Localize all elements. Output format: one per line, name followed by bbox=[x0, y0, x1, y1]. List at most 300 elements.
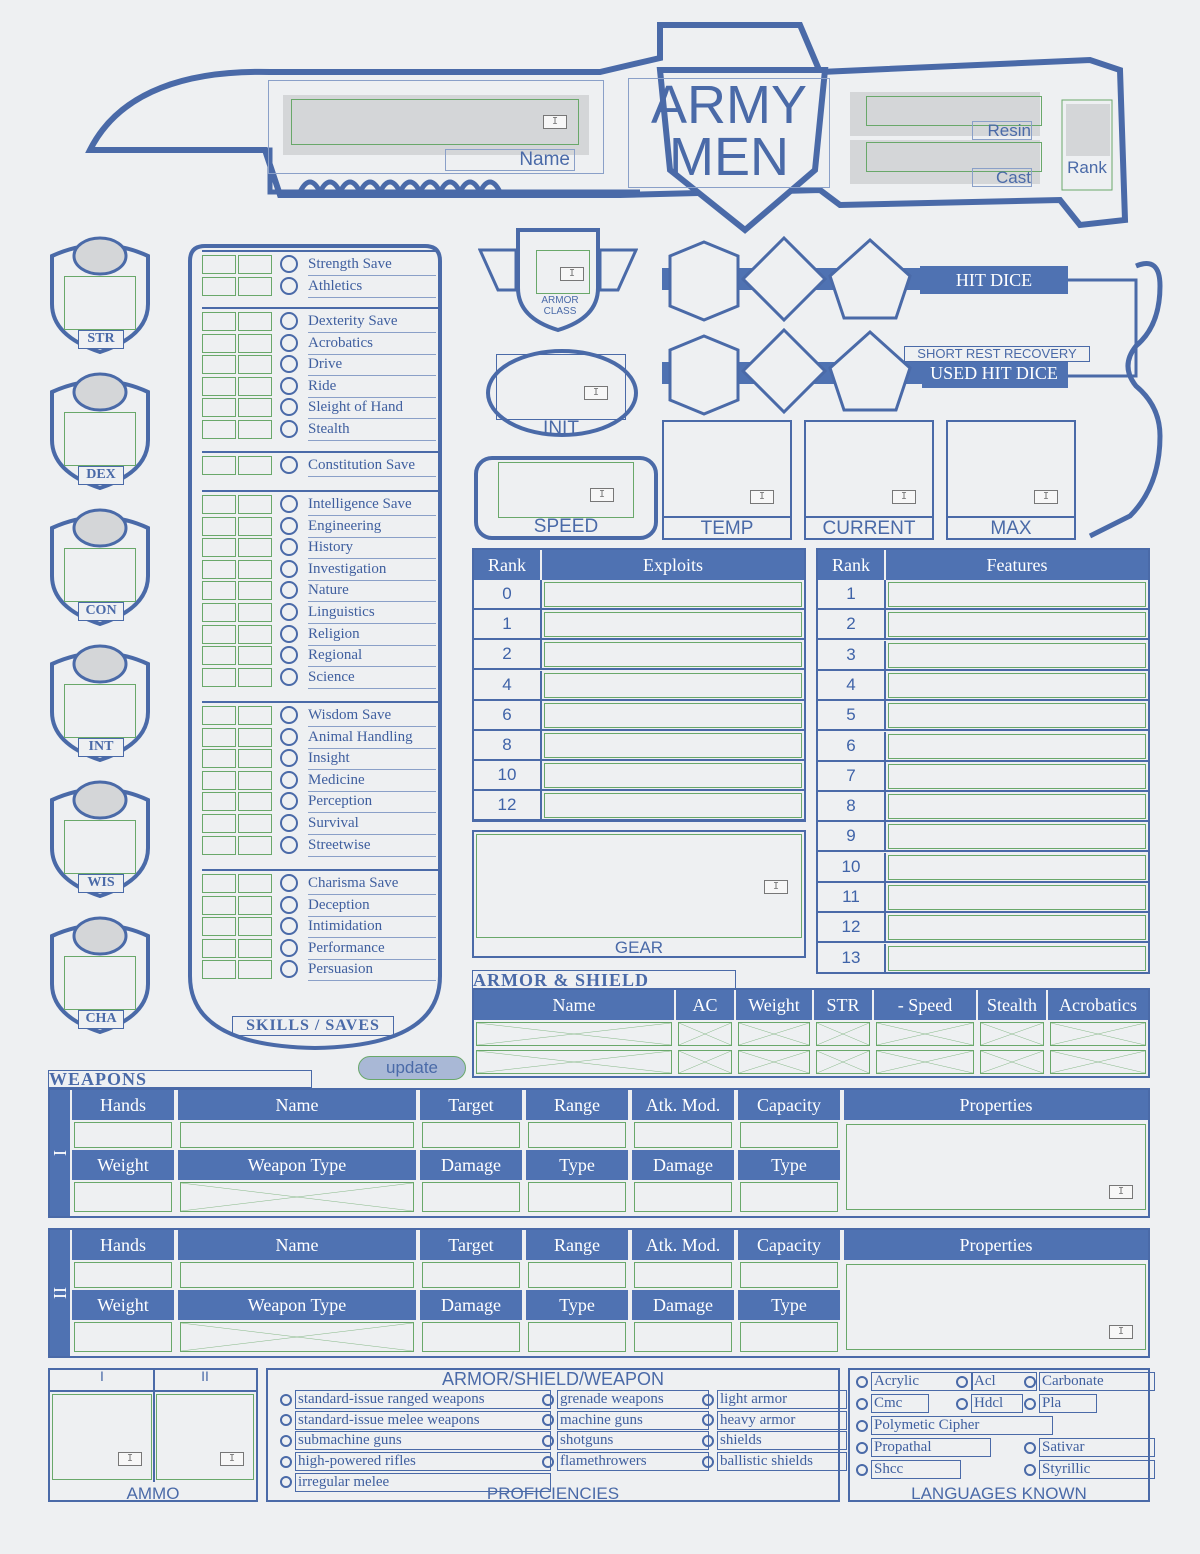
exploit-row[interactable] bbox=[474, 761, 804, 791]
proficiency-circle[interactable] bbox=[280, 728, 298, 746]
stat-score-input[interactable] bbox=[64, 956, 136, 1010]
language-checkbox[interactable] bbox=[956, 1398, 968, 1410]
language-item[interactable] bbox=[1024, 1372, 1155, 1391]
skill-bonus-box[interactable] bbox=[202, 646, 236, 665]
armor-cell[interactable] bbox=[738, 1022, 810, 1046]
skill-bonus-box[interactable] bbox=[202, 814, 236, 833]
feature-input[interactable] bbox=[888, 673, 1146, 698]
skill-row[interactable] bbox=[200, 494, 438, 515]
skill-row[interactable] bbox=[200, 813, 438, 834]
language-checkbox[interactable] bbox=[856, 1442, 868, 1454]
armor-cell[interactable] bbox=[738, 1050, 810, 1074]
language-label: Sativar bbox=[1039, 1438, 1155, 1457]
skill-bonus-box[interactable] bbox=[202, 874, 236, 893]
armor-cell[interactable] bbox=[1050, 1050, 1146, 1074]
skill-extra-box[interactable] bbox=[238, 706, 272, 725]
col-divider bbox=[540, 610, 542, 640]
language-item[interactable] bbox=[856, 1460, 961, 1479]
skill-row[interactable] bbox=[200, 376, 438, 397]
proficiency-circle[interactable] bbox=[280, 874, 298, 892]
weapon-field[interactable] bbox=[422, 1262, 520, 1288]
weapon-field[interactable] bbox=[634, 1182, 732, 1212]
skill-row[interactable] bbox=[200, 516, 438, 537]
skill-extra-box[interactable] bbox=[238, 917, 272, 936]
skill-row[interactable] bbox=[200, 770, 438, 791]
proficiency-checkbox[interactable] bbox=[702, 1394, 714, 1406]
exploit-input[interactable] bbox=[544, 612, 802, 637]
skill-bonus-box[interactable] bbox=[202, 728, 236, 747]
language-checkbox[interactable] bbox=[856, 1464, 868, 1476]
weapon-field[interactable] bbox=[74, 1262, 172, 1288]
feature-row[interactable] bbox=[818, 580, 1148, 610]
exploit-row[interactable] bbox=[474, 731, 804, 761]
weapon-properties-input[interactable] bbox=[846, 1264, 1146, 1350]
skill-bonus-box[interactable] bbox=[202, 960, 236, 979]
proficiency-circle[interactable] bbox=[280, 706, 298, 724]
proficiency-circle[interactable] bbox=[280, 814, 298, 832]
proficiency-label: shields bbox=[717, 1431, 847, 1450]
weapon-field[interactable] bbox=[180, 1262, 414, 1288]
stat-score-input[interactable] bbox=[64, 548, 136, 602]
feature-row[interactable] bbox=[818, 822, 1148, 852]
skill-row[interactable] bbox=[200, 916, 438, 937]
armor-cell[interactable] bbox=[980, 1050, 1044, 1074]
skill-bonus-box[interactable] bbox=[202, 706, 236, 725]
proficiency-checkbox[interactable] bbox=[542, 1414, 554, 1426]
proficiency-checkbox[interactable] bbox=[280, 1394, 292, 1406]
skill-extra-box[interactable] bbox=[238, 625, 272, 644]
exploit-input[interactable] bbox=[544, 733, 802, 758]
skill-bonus-box[interactable] bbox=[202, 625, 236, 644]
skill-row[interactable] bbox=[200, 354, 438, 375]
language-item[interactable] bbox=[1024, 1394, 1097, 1413]
skill-extra-box[interactable] bbox=[238, 874, 272, 893]
weapon-field[interactable] bbox=[422, 1122, 520, 1148]
feature-input[interactable] bbox=[888, 643, 1146, 668]
update-button[interactable]: update bbox=[358, 1056, 466, 1080]
feature-input[interactable] bbox=[888, 703, 1146, 728]
skill-extra-box[interactable] bbox=[238, 581, 272, 600]
skill-row[interactable] bbox=[200, 602, 438, 623]
armor-cell[interactable] bbox=[980, 1022, 1044, 1046]
exploit-input[interactable] bbox=[544, 582, 802, 607]
proficiency-circle[interactable] bbox=[280, 456, 298, 474]
feature-row[interactable] bbox=[818, 853, 1148, 883]
exploit-row[interactable] bbox=[474, 701, 804, 731]
skill-row[interactable] bbox=[200, 938, 438, 959]
weapon-field[interactable] bbox=[634, 1322, 732, 1352]
exploit-row[interactable] bbox=[474, 640, 804, 670]
weapon-header: Weapon Type bbox=[178, 1150, 416, 1180]
proficiency-circle[interactable] bbox=[280, 771, 298, 789]
exploit-input[interactable] bbox=[544, 673, 802, 698]
stat-shield-str bbox=[48, 234, 152, 354]
proficiency-circle[interactable] bbox=[280, 836, 298, 854]
feature-input[interactable] bbox=[888, 582, 1146, 607]
proficiency-circle[interactable] bbox=[280, 495, 298, 513]
proficiency-circle[interactable] bbox=[280, 255, 298, 273]
skill-row[interactable] bbox=[200, 727, 438, 748]
skill-bonus-box[interactable] bbox=[202, 538, 236, 557]
proficiency-item[interactable] bbox=[542, 1452, 709, 1471]
feature-input[interactable] bbox=[888, 612, 1146, 637]
armor-cell[interactable] bbox=[678, 1050, 732, 1074]
exploit-input[interactable] bbox=[544, 642, 802, 667]
skill-row[interactable] bbox=[200, 537, 438, 558]
skill-row[interactable] bbox=[200, 419, 438, 440]
proficiency-checkbox[interactable] bbox=[280, 1435, 292, 1447]
feature-input[interactable] bbox=[888, 855, 1146, 880]
weapon-field[interactable] bbox=[528, 1182, 626, 1212]
feature-rank: 10 bbox=[841, 856, 861, 876]
proficiency-circle[interactable] bbox=[280, 792, 298, 810]
feature-input[interactable] bbox=[888, 824, 1146, 849]
exploit-row[interactable] bbox=[474, 580, 804, 610]
feature-input[interactable] bbox=[888, 764, 1146, 789]
armor-cell[interactable] bbox=[816, 1022, 870, 1046]
proficiency-circle[interactable] bbox=[280, 517, 298, 535]
skill-bonus-box[interactable] bbox=[202, 792, 236, 811]
proficiency-circle[interactable] bbox=[280, 749, 298, 767]
skill-extra-box[interactable] bbox=[238, 896, 272, 915]
feature-row[interactable] bbox=[818, 944, 1148, 974]
skill-bonus-box[interactable] bbox=[202, 456, 236, 475]
skill-row[interactable] bbox=[200, 276, 438, 297]
weapon-header: Type bbox=[738, 1290, 840, 1320]
language-item[interactable] bbox=[856, 1438, 991, 1457]
skill-row[interactable] bbox=[200, 559, 438, 580]
armor-cell[interactable] bbox=[816, 1050, 870, 1074]
skill-bonus-box[interactable] bbox=[202, 939, 236, 958]
language-item[interactable] bbox=[1024, 1438, 1155, 1457]
skill-row[interactable] bbox=[200, 580, 438, 601]
weapon-field[interactable] bbox=[740, 1262, 838, 1288]
language-checkbox[interactable] bbox=[1024, 1464, 1036, 1476]
skill-row[interactable] bbox=[200, 748, 438, 769]
feature-rank: 13 bbox=[841, 947, 861, 967]
weapon-properties-input[interactable] bbox=[846, 1124, 1146, 1210]
skill-row[interactable] bbox=[200, 959, 438, 980]
hp-max-box[interactable] bbox=[946, 420, 1076, 540]
weapon-slot bbox=[48, 1228, 1150, 1358]
proficiency-item[interactable] bbox=[702, 1411, 847, 1430]
skill-bonus-box[interactable] bbox=[202, 420, 236, 439]
proficiency-item[interactable] bbox=[542, 1390, 709, 1409]
proficiency-circle[interactable] bbox=[280, 625, 298, 643]
exploit-input[interactable] bbox=[544, 793, 802, 818]
skill-row[interactable] bbox=[200, 397, 438, 418]
feature-row[interactable] bbox=[818, 701, 1148, 731]
armor-cell[interactable] bbox=[876, 1050, 974, 1074]
rank-label: Rank bbox=[1067, 158, 1107, 177]
proficiency-checkbox[interactable] bbox=[280, 1456, 292, 1468]
proficiency-item[interactable] bbox=[542, 1411, 709, 1430]
skill-bonus-box[interactable] bbox=[202, 560, 236, 579]
feature-row[interactable] bbox=[818, 610, 1148, 640]
language-checkbox[interactable] bbox=[856, 1420, 868, 1432]
short-rest-label: SHORT REST RECOVERY bbox=[904, 346, 1090, 362]
proficiency-circle[interactable] bbox=[280, 355, 298, 373]
skill-extra-box[interactable] bbox=[238, 960, 272, 979]
stat-score-input[interactable] bbox=[64, 412, 136, 466]
hp-temp-box[interactable] bbox=[662, 420, 792, 540]
proficiency-checkbox[interactable] bbox=[542, 1456, 554, 1468]
proficiency-circle[interactable] bbox=[280, 646, 298, 664]
armor-cell[interactable] bbox=[476, 1022, 672, 1046]
proficiency-circle[interactable] bbox=[280, 960, 298, 978]
skill-extra-box[interactable] bbox=[238, 377, 272, 396]
armor-cell[interactable] bbox=[1050, 1022, 1146, 1046]
skill-extra-box[interactable] bbox=[238, 836, 272, 855]
feature-input[interactable] bbox=[888, 885, 1146, 910]
proficiency-checkbox[interactable] bbox=[542, 1435, 554, 1447]
proficiency-item[interactable] bbox=[280, 1452, 551, 1471]
skill-bonus-box[interactable] bbox=[202, 255, 236, 274]
skill-extra-box[interactable] bbox=[238, 749, 272, 768]
proficiency-circle[interactable] bbox=[280, 377, 298, 395]
text-field-icon: I bbox=[1034, 490, 1058, 504]
skill-extra-box[interactable] bbox=[238, 398, 272, 417]
skill-bonus-box[interactable] bbox=[202, 495, 236, 514]
language-item[interactable] bbox=[956, 1394, 1023, 1413]
stat-score-input[interactable] bbox=[64, 820, 136, 874]
weapon-field[interactable] bbox=[740, 1322, 838, 1352]
proficiency-circle[interactable] bbox=[280, 939, 298, 957]
weapon-field[interactable] bbox=[740, 1122, 838, 1148]
weapon-field[interactable] bbox=[74, 1122, 172, 1148]
proficiency-item[interactable] bbox=[702, 1452, 847, 1471]
proficiency-circle[interactable] bbox=[280, 420, 298, 438]
exploits-rank-header: Rank bbox=[474, 550, 540, 580]
skill-bonus-box[interactable] bbox=[202, 334, 236, 353]
ammo-input-1[interactable] bbox=[52, 1394, 152, 1480]
skill-label: Intelligence Save bbox=[308, 494, 436, 516]
skill-row[interactable] bbox=[200, 333, 438, 354]
skill-bonus-box[interactable] bbox=[202, 603, 236, 622]
stat-label: CON bbox=[78, 602, 124, 621]
skill-bonus-box[interactable] bbox=[202, 836, 236, 855]
feature-row[interactable] bbox=[818, 671, 1148, 701]
skill-extra-box[interactable] bbox=[238, 255, 272, 274]
armor-shield-title: ARMOR & SHIELD bbox=[472, 970, 736, 990]
skill-extra-box[interactable] bbox=[238, 814, 272, 833]
proficiency-item[interactable] bbox=[280, 1431, 551, 1450]
weapon-field[interactable] bbox=[422, 1322, 520, 1352]
proficiency-circle[interactable] bbox=[280, 581, 298, 599]
proficiency-checkbox[interactable] bbox=[702, 1435, 714, 1447]
skill-extra-box[interactable] bbox=[238, 517, 272, 536]
proficiency-item[interactable] bbox=[702, 1390, 847, 1409]
stat-score-input[interactable] bbox=[64, 684, 136, 738]
skill-row[interactable] bbox=[200, 835, 438, 856]
skill-extra-box[interactable] bbox=[238, 456, 272, 475]
proficiency-checkbox[interactable] bbox=[702, 1456, 714, 1468]
hp-current-box[interactable] bbox=[804, 420, 934, 540]
feature-row[interactable] bbox=[818, 883, 1148, 913]
col-divider bbox=[540, 761, 542, 791]
proficiency-item[interactable] bbox=[280, 1411, 551, 1430]
armor-cell[interactable] bbox=[476, 1050, 672, 1074]
skill-extra-box[interactable] bbox=[238, 603, 272, 622]
skill-bonus-box[interactable] bbox=[202, 896, 236, 915]
weapon-field[interactable] bbox=[634, 1122, 732, 1148]
skill-bonus-box[interactable] bbox=[202, 398, 236, 417]
stat-label: STR bbox=[78, 330, 124, 349]
weapon-header: Properties bbox=[844, 1230, 1148, 1260]
exploit-input[interactable] bbox=[544, 763, 802, 788]
skill-extra-box[interactable] bbox=[238, 646, 272, 665]
weapon-header: Hands bbox=[72, 1090, 174, 1120]
skill-bonus-box[interactable] bbox=[202, 312, 236, 331]
exploit-rank: 2 bbox=[502, 644, 512, 664]
language-checkbox[interactable] bbox=[856, 1376, 868, 1388]
language-item[interactable] bbox=[1024, 1460, 1155, 1479]
skill-row[interactable] bbox=[200, 645, 438, 666]
proficiency-circle[interactable] bbox=[280, 560, 298, 578]
skill-row[interactable] bbox=[200, 791, 438, 812]
skill-bonus-box[interactable] bbox=[202, 581, 236, 600]
skill-bonus-box[interactable] bbox=[202, 668, 236, 687]
weapon-field[interactable] bbox=[528, 1122, 626, 1148]
proficiency-circle[interactable] bbox=[280, 603, 298, 621]
stat-shield-con bbox=[48, 506, 152, 626]
proficiency-checkbox[interactable] bbox=[542, 1394, 554, 1406]
feature-input[interactable] bbox=[888, 794, 1146, 819]
feature-input[interactable] bbox=[888, 946, 1146, 971]
skill-label: Religion bbox=[308, 624, 436, 646]
skill-bonus-box[interactable] bbox=[202, 355, 236, 374]
skill-bonus-box[interactable] bbox=[202, 749, 236, 768]
proficiency-checkbox[interactable] bbox=[280, 1414, 292, 1426]
language-label: Pla bbox=[1039, 1394, 1097, 1413]
skill-extra-box[interactable] bbox=[238, 495, 272, 514]
skill-extra-box[interactable] bbox=[238, 538, 272, 557]
skill-group-divider bbox=[202, 689, 438, 703]
gear-input[interactable] bbox=[476, 834, 802, 938]
language-checkbox[interactable] bbox=[1024, 1398, 1036, 1410]
proficiency-checkbox[interactable] bbox=[702, 1414, 714, 1426]
language-item[interactable] bbox=[856, 1416, 1053, 1435]
language-checkbox[interactable] bbox=[856, 1398, 868, 1410]
skill-bonus-box[interactable] bbox=[202, 771, 236, 790]
armor-col-header: Acrobatics bbox=[1048, 990, 1148, 1020]
skill-extra-box[interactable] bbox=[238, 312, 272, 331]
skill-extra-box[interactable] bbox=[238, 771, 272, 790]
skill-extra-box[interactable] bbox=[238, 560, 272, 579]
skill-row[interactable] bbox=[200, 455, 438, 476]
skill-extra-box[interactable] bbox=[238, 420, 272, 439]
language-checkbox[interactable] bbox=[956, 1376, 968, 1388]
armor-cell[interactable] bbox=[876, 1022, 974, 1046]
ammo-input-2[interactable] bbox=[156, 1394, 254, 1480]
weapon-field[interactable] bbox=[180, 1122, 414, 1148]
weapon-header: Type bbox=[526, 1290, 628, 1320]
feature-rank: 9 bbox=[846, 826, 856, 846]
stat-score-input[interactable] bbox=[64, 276, 136, 330]
weapon-field[interactable] bbox=[422, 1182, 520, 1212]
stat-shield-dex bbox=[48, 370, 152, 490]
armor-cell[interactable] bbox=[678, 1022, 732, 1046]
weapon-field[interactable] bbox=[528, 1262, 626, 1288]
weapon-field[interactable] bbox=[180, 1322, 414, 1352]
skill-extra-box[interactable] bbox=[238, 792, 272, 811]
proficiency-label: light armor bbox=[717, 1390, 847, 1409]
skill-bonus-box[interactable] bbox=[202, 277, 236, 296]
proficiency-item[interactable] bbox=[280, 1390, 551, 1409]
stat-label: CHA bbox=[78, 1010, 124, 1029]
weapon-field[interactable] bbox=[740, 1182, 838, 1212]
proficiency-item[interactable] bbox=[542, 1431, 709, 1450]
skill-bonus-box[interactable] bbox=[202, 917, 236, 936]
proficiency-circle[interactable] bbox=[280, 398, 298, 416]
feature-row[interactable] bbox=[818, 641, 1148, 671]
skill-bonus-box[interactable] bbox=[202, 377, 236, 396]
proficiency-item[interactable] bbox=[702, 1431, 847, 1450]
proficiency-circle[interactable] bbox=[280, 668, 298, 686]
skill-label: Deception bbox=[308, 895, 436, 917]
skill-row[interactable] bbox=[200, 705, 438, 726]
exploit-row[interactable] bbox=[474, 791, 804, 821]
exploit-row[interactable] bbox=[474, 610, 804, 640]
proficiency-circle[interactable] bbox=[280, 538, 298, 556]
proficiency-circle[interactable] bbox=[280, 312, 298, 330]
skill-row[interactable] bbox=[200, 667, 438, 688]
skill-extra-box[interactable] bbox=[238, 334, 272, 353]
feature-rank: 8 bbox=[846, 796, 856, 816]
weapon-header: Name bbox=[178, 1230, 416, 1260]
language-label: Carbonate bbox=[1039, 1372, 1155, 1391]
skill-extra-box[interactable] bbox=[238, 277, 272, 296]
skill-row[interactable] bbox=[200, 873, 438, 894]
exploit-row[interactable] bbox=[474, 671, 804, 701]
skill-extra-box[interactable] bbox=[238, 939, 272, 958]
feature-input[interactable] bbox=[888, 734, 1146, 759]
skill-bonus-box[interactable] bbox=[202, 517, 236, 536]
weapon-field[interactable] bbox=[74, 1322, 172, 1352]
skill-row[interactable] bbox=[200, 895, 438, 916]
name-input[interactable] bbox=[291, 99, 579, 145]
ammo-divider bbox=[153, 1370, 155, 1482]
skill-extra-box[interactable] bbox=[238, 668, 272, 687]
weapon-field[interactable] bbox=[634, 1262, 732, 1288]
proficiency-circle[interactable] bbox=[280, 334, 298, 352]
weapon-field[interactable] bbox=[74, 1182, 172, 1212]
feature-input[interactable] bbox=[888, 915, 1146, 940]
language-checkbox[interactable] bbox=[1024, 1376, 1036, 1388]
skill-extra-box[interactable] bbox=[238, 355, 272, 374]
feature-row[interactable] bbox=[818, 792, 1148, 822]
skill-row[interactable] bbox=[200, 254, 438, 275]
skill-label: History bbox=[308, 537, 436, 559]
feature-row[interactable] bbox=[818, 913, 1148, 943]
exploit-rank: 12 bbox=[497, 795, 517, 815]
feature-row[interactable] bbox=[818, 732, 1148, 762]
skill-row[interactable] bbox=[200, 311, 438, 332]
exploit-input[interactable] bbox=[544, 703, 802, 728]
skill-row[interactable] bbox=[200, 624, 438, 645]
proficiency-circle[interactable] bbox=[280, 917, 298, 935]
proficiency-circle[interactable] bbox=[280, 896, 298, 914]
proficiency-label: standard-issue melee weapons bbox=[295, 1411, 551, 1430]
text-field-icon: I bbox=[892, 490, 916, 504]
language-checkbox[interactable] bbox=[1024, 1442, 1036, 1454]
weapon-field[interactable] bbox=[528, 1322, 626, 1352]
language-item[interactable] bbox=[856, 1394, 929, 1413]
proficiency-circle[interactable] bbox=[280, 277, 298, 295]
feature-row[interactable] bbox=[818, 762, 1148, 792]
weapon-field[interactable] bbox=[180, 1182, 414, 1212]
skill-extra-box[interactable] bbox=[238, 728, 272, 747]
